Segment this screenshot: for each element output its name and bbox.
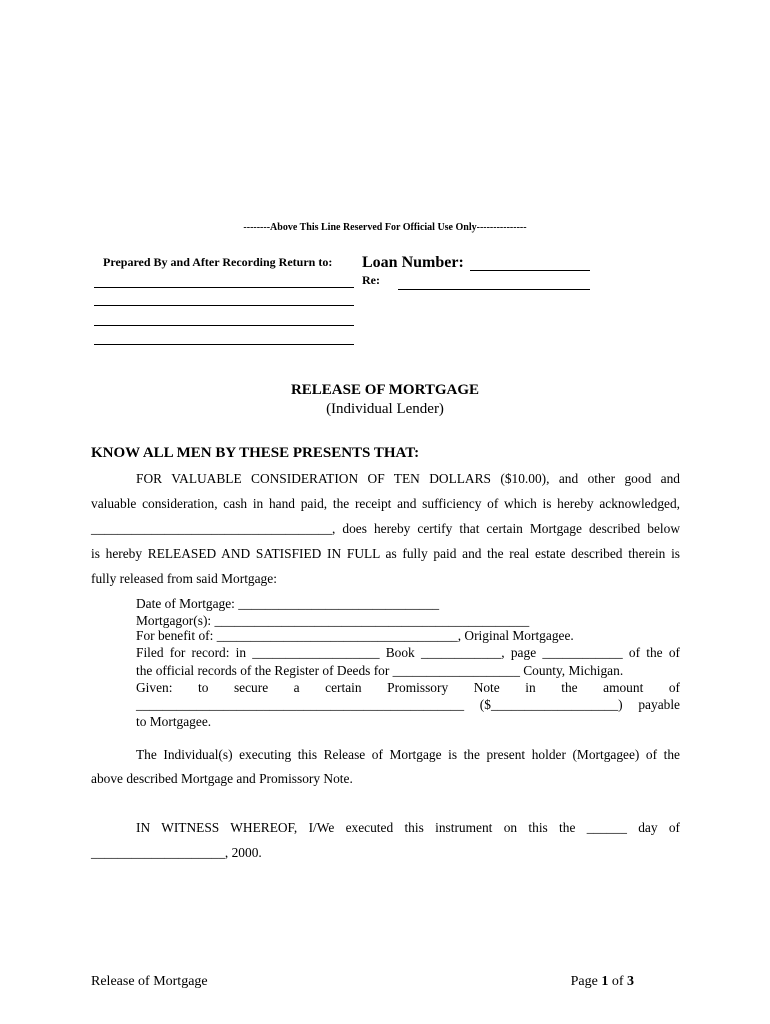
loan-number-label: Loan Number: [362, 254, 464, 271]
para1-line3: ____________________________________, does hereby certify that certain Mortgage described below [91, 521, 680, 536]
amount-line: _________________________________________________ ($___________________) payable [136, 697, 680, 712]
page-prefix: Page [570, 974, 602, 989]
date-of-mortgage: Date of Mortgage: ______________________________ [136, 596, 440, 611]
given-to: Given: to secure a certain Promissory Note in the amount of [136, 680, 680, 695]
document-subtitle: (Individual Lender) [326, 401, 444, 417]
loan-number-line [470, 270, 590, 271]
para2-line1: The Individual(s) executing this Release of Mortgage is the present holder (Mortgagee) of the [136, 747, 680, 762]
filed-for-record: Filed for record: in ___________________ Book ____________, page ____________ of the of [136, 645, 680, 660]
return-to-line-3 [94, 325, 354, 326]
mortgagors: Mortgagor(s): _______________________________________________ [136, 613, 530, 628]
witness-line2: ____________________, 2000. [91, 845, 262, 860]
reserved-official-use-line: --------Above This Line Reserved For Official Use Only--------------- [243, 222, 527, 233]
re-line [398, 289, 590, 290]
page-total: 3 [627, 974, 634, 989]
para1-line1: FOR VALUABLE CONSIDERATION OF TEN DOLLARS ($10.00), and other good and [136, 471, 680, 486]
page-current: 1 [601, 974, 609, 989]
footer-page-number [571, 974, 634, 990]
re-label: Re: [362, 273, 380, 287]
prepared-by-label: Prepared By and After Recording Return to: [103, 255, 333, 269]
return-to-line-1 [94, 287, 354, 288]
official-records: the official records of the Register of Deeds for ___________________ County, Michigan. [136, 663, 624, 678]
witness-line1: IN WITNESS WHEREOF, I/We executed this instrument on this the ______ day of [136, 820, 680, 835]
return-to-line-2 [94, 305, 354, 306]
know-all-heading: KNOW ALL MEN BY THESE PRESENTS THAT: [91, 445, 420, 461]
para1-line4: is hereby RELEASED AND SATISFIED IN FULL as fully paid and the real estate described therein is [91, 546, 680, 561]
to-mortgagee: to Mortgagee. [136, 714, 212, 729]
page-of: of [608, 974, 627, 989]
para1-line5: fully released from said Mortgage: [91, 571, 277, 586]
for-benefit-of: For benefit of: ____________________________________, Original Mortgagee. [136, 628, 574, 643]
footer-document-name: Release of Mortgage [91, 974, 208, 989]
return-to-line-4 [94, 344, 354, 345]
para1-line2: valuable consideration, cash in hand paid, the receipt and sufficiency of which is hereby acknowledged, [91, 496, 680, 511]
para2-line2: above described Mortgage and Promissory Note. [91, 771, 353, 786]
document-title: RELEASE OF MORTGAGE [290, 382, 480, 398]
